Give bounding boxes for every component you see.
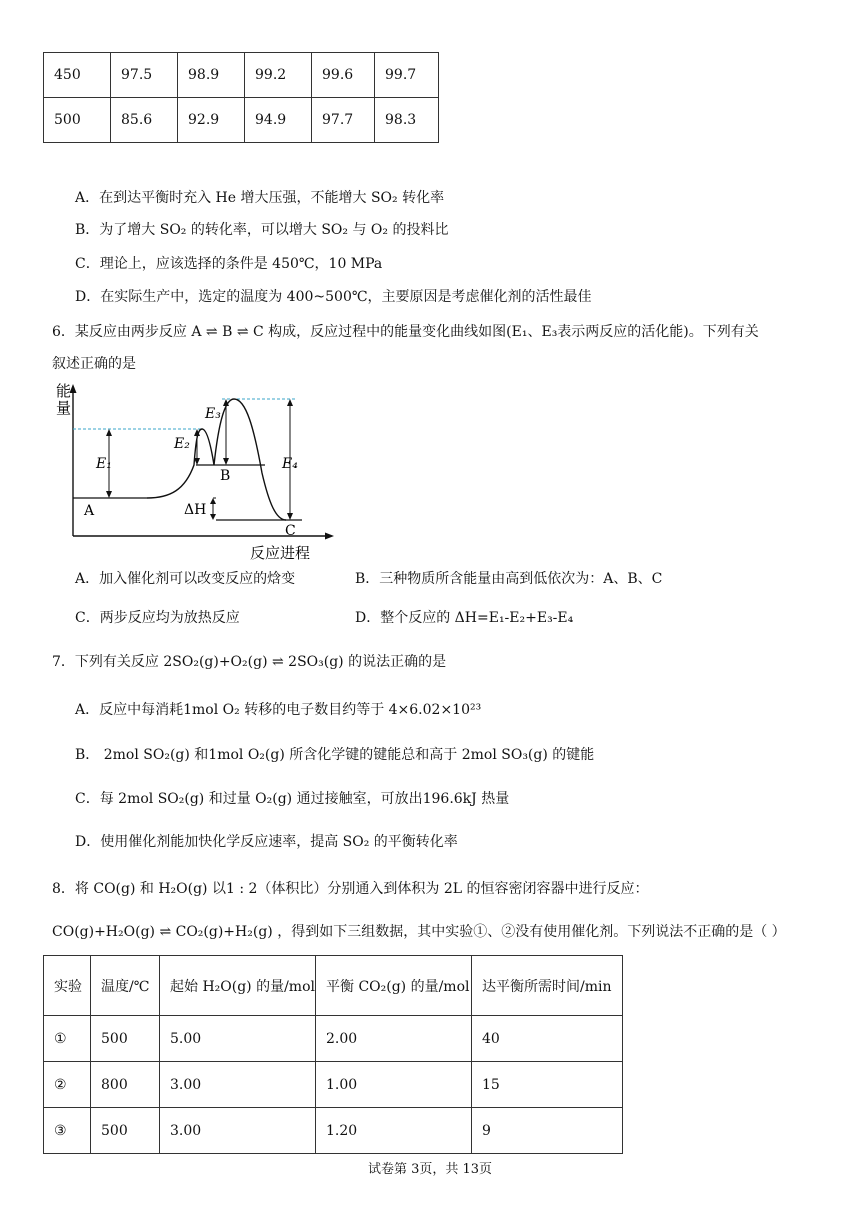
- table-header-cell: 起始 H₂O(g) 的量/mol: [160, 956, 316, 1016]
- q5-option-a: A．在到达平衡时充入 He 增大压强，不能增大 SO₂ 转化率: [75, 190, 445, 206]
- q6-option-b: B．三种物质所含能量由高到低依次为：A、B、C: [355, 571, 663, 587]
- q8-data-table: [43, 955, 623, 1154]
- q6-option-a: A．加入催化剂可以改变反应的焓变: [75, 571, 296, 587]
- label-e1: E₁: [96, 456, 112, 472]
- table-header-cell: 实验: [44, 956, 91, 1016]
- label-dh: ΔH: [184, 502, 207, 518]
- table-cell: 500: [91, 1016, 160, 1062]
- table-cell: 3.00: [160, 1062, 316, 1108]
- table-cell: 40: [472, 1016, 623, 1062]
- e3-arrow-head-bottom: [223, 458, 229, 465]
- table-cell: 94.9: [245, 98, 312, 143]
- q5-option-b: B．为了增大 SO₂ 的转化率，可以增大 SO₂ 与 O₂ 的投料比: [75, 222, 449, 238]
- top-data-table: [43, 52, 439, 143]
- table-cell: 98.3: [375, 98, 439, 143]
- table-cell: 99.7: [375, 53, 439, 98]
- x-axis-arrow: [325, 533, 334, 540]
- table-cell: ①: [44, 1016, 91, 1062]
- q8-stem-line1: 8．将 CO(g) 和 H₂O(g) 以1 : 2（体积比）分别通入到体积为 2L 的恒容密闭容器中进行反应：: [52, 881, 649, 897]
- q6-option-c: C．两步反应均为放热反应: [75, 610, 240, 626]
- table-cell: 99.6: [312, 53, 375, 98]
- table-row: [44, 1062, 623, 1108]
- table-cell: ②: [44, 1062, 91, 1108]
- table-cell: 2.00: [316, 1016, 472, 1062]
- label-species-b: B: [220, 468, 231, 484]
- table-cell: 99.2: [245, 53, 312, 98]
- label-e3: E₃: [205, 406, 221, 422]
- y-axis-label-2: 量: [56, 399, 72, 417]
- table-cell: 500: [44, 98, 111, 143]
- table-cell: 1.20: [316, 1108, 472, 1154]
- table-header-cell: 平衡 CO₂(g) 的量/mol: [316, 956, 472, 1016]
- energy-diagram: [50, 378, 340, 562]
- table-cell: 500: [91, 1108, 160, 1154]
- q7-option-c: C．每 2mol SO₂(g) 和过量 O₂(g) 通过接触室，可放出196.6kJ 热量: [75, 791, 510, 807]
- table-cell: 85.6: [111, 98, 178, 143]
- table-cell: 800: [91, 1062, 160, 1108]
- q6-option-d: D．整个反应的 ΔH=E₁-E₂+E₃-E₄: [355, 610, 574, 626]
- q8-stem-line2: CO(g)+H₂O(g) ⇌ CO₂(g)+H₂(g) ，得到如下三组数据，其中实验①、②没有使用催化剂。下列说法不正确的是（ ）: [52, 924, 786, 940]
- e1-arrow-head-top: [106, 429, 112, 436]
- dh-arrow-head-bottom: [210, 514, 216, 520]
- q6-stem-line1: 6．某反应由两步反应 A ⇌ B ⇌ C 构成，反应过程中的能量变化曲线如图(E₁、E₃表示两反应的活化能)。下列有关: [52, 324, 759, 340]
- q7-option-b: B． 2mol SO₂(g) 和1mol O₂(g) 所含化学键的键能总和高于 2mol SO₃(g) 的键能: [75, 747, 595, 763]
- q7-option-a: A．反应中每消耗1mol O₂ 转移的电子数目约等于 4×6.02×10²³: [75, 702, 482, 718]
- q7-stem: 7．下列有关反应 2SO₂(g)+O₂(g) ⇌ 2SO₃(g) 的说法正确的是: [52, 654, 447, 670]
- table-header-row: [44, 956, 623, 1016]
- table-cell: 3.00: [160, 1108, 316, 1154]
- q5-option-d: D．在实际生产中，选定的温度为 400~500℃，主要原因是考虑催化剂的活性最佳: [75, 289, 592, 305]
- e4-arrow-head-bottom: [287, 513, 293, 520]
- e4-arrow-head-top: [287, 399, 293, 406]
- table-cell: 1.00: [316, 1062, 472, 1108]
- table-cell: 5.00: [160, 1016, 316, 1062]
- q7-option-d: D．使用催化剂能加快化学反应速率，提高 SO₂ 的平衡转化率: [75, 834, 458, 850]
- q6-stem-line2: 叙述正确的是: [52, 356, 136, 372]
- page-footer: 试卷第 3页，共 13页: [367, 1162, 493, 1177]
- table-cell: 97.7: [312, 98, 375, 143]
- table-cell: 450: [44, 53, 111, 98]
- table-header-cell: 达平衡所需时间/min: [472, 956, 623, 1016]
- table-cell: ③: [44, 1108, 91, 1154]
- label-e2: E₂: [174, 436, 190, 452]
- table-row: [44, 1016, 623, 1062]
- table-header-cell: 温度/℃: [91, 956, 160, 1016]
- table-cell: 15: [472, 1062, 623, 1108]
- e1-arrow-head-bottom: [106, 491, 112, 498]
- y-axis-label-1: 能: [56, 382, 72, 400]
- x-axis-label: 反应进程: [250, 544, 311, 562]
- table-cell: 97.5: [111, 53, 178, 98]
- label-species-c: C: [285, 523, 296, 539]
- table-row: [44, 1108, 623, 1154]
- dh-arrow-head-top: [210, 498, 216, 504]
- table-cell: 9: [472, 1108, 623, 1154]
- label-species-a: A: [84, 503, 95, 519]
- table-cell: 92.9: [178, 98, 245, 143]
- table-cell: 98.9: [178, 53, 245, 98]
- q5-option-c: C．理论上，应该选择的条件是 450℃，10 MPa: [75, 256, 383, 272]
- label-e4: E₄: [282, 456, 298, 472]
